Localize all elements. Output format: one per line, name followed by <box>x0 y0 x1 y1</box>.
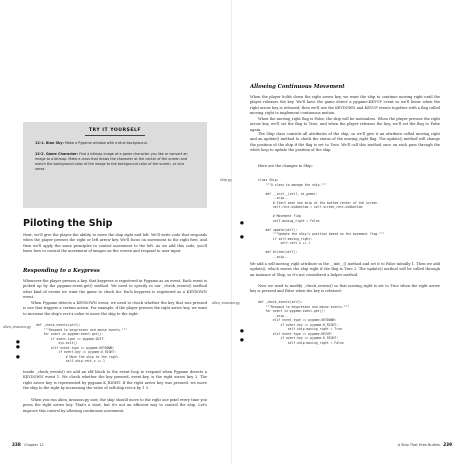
callout-ship-1: ● <box>240 221 244 226</box>
exercise-12-2-title: 12-2. Game Character: <box>35 152 79 156</box>
right-paragraph-6: Now we need to modify _check_events() so that moving_right is set to True when the right arrow key is pressed and False when the key is released: <box>250 284 440 294</box>
try-it-rule <box>85 135 145 136</box>
exercise-12-2-text: Find a bitmap image of a game character you like or convert an image to a bitmap. Make a class that draws the character at the center of the screen and match the background color of the image to the background color of the screen, or vice versa. <box>35 152 188 171</box>
right-paragraph-4: Here are the changes to Ship: <box>258 164 313 168</box>
exercise-12-1-text: Make a Pygame window with a blue background. <box>64 141 148 145</box>
code-listing-ship: class Ship: """A class to manage the ship.""" def __init__(self, ai_game): --snip-- # Start each new ship at the bottom center of the screen. self.rect.midbottom = self.screen_rect.midbottom # Movement flag self.moving_right = False def update(self): """Update the ship's position based on the movement flag.""" if self.moving_right: self.rect.x += 1 def blitme(self): --snip-- <box>258 178 385 259</box>
callout-3: ● <box>16 355 20 360</box>
chapter-label: Chapter 12 <box>24 443 44 447</box>
callout-2: ● <box>16 345 20 350</box>
callout-keyup-1: ● <box>240 329 244 334</box>
exercise-12-1 <box>35 141 195 146</box>
after-code-paragraph-2: When you run alien_invasion.py now, the ship should move to the right one pixel every time you press the right arrow key. That's a start, but it's not an efficient way to control the ship. Let's improve this control by allowing continuous movement. <box>23 398 207 413</box>
after-code-paragraph-1: Inside _check_events() we add an elif block to the event loop to respond when Pygame detects a KEYDOWN event 1. We check whether the key pressed, event.key, is the right arrow key 2. The right arrow key is represented by pygame.K_RIGHT. If the right arrow key was pressed, we move the ship to the right by increasing the value of self.ship.rect.x by 1 3. <box>23 370 207 390</box>
subheading-continuous: Allowing Continuous Movement <box>250 84 345 90</box>
callout-keyup-2: ● <box>240 338 244 343</box>
right-paragraph-3: The Ship class controls all attributes of the ship, so we'll give it an attribute called moving_right and an update() method to check the status of the moving_right flag. The update() method will change the position of the ship if the flag is set to True. We'll call this method once on each pass through the while loop to update the position of the ship. <box>250 132 440 152</box>
running-title: A Ship That Fires Bullets <box>397 443 440 447</box>
code-listing-keydown: def _check_events(self): """Respond to keypresses and mouse events.""" for event in pygame.event.get(): if event.type == pygame.QUIT: sys.exit() elif event.type == pygame.KEYDOWN: if event.key == pygame.K_RIGHT: # Move the ship to the right. self.ship.rect.x += 1 <box>36 323 128 363</box>
file-label-alien-invasion-2: alien_invasion.py <box>212 301 240 305</box>
keypress-paragraph-1: Whenever the player presses a key, that keypress is registered in Pygame as an event. Each event is picked up by the pygame.event.get() method. We need to specify in our _check_events() method what kind of events we want the game to check for. Each keypress is registered as a KEYDOWN event. <box>23 279 207 299</box>
right-page <box>212 0 464 464</box>
right-paragraph-2: When the moving_right flag is False, the ship will be motionless. When the player presses the right arrow key, we'll set the flag to True, and when the player releases the key, we'll set the flag to False again. <box>250 117 440 132</box>
intro-paragraph: Next, we'll give the player the ability to move the ship right and left. We'll write code that responds when the player presses the right or left arrow key. We'll focus on movement to the right first, and then we'll apply the same principles to control movement to the left. As we add this code, you'll learn how to control the movement of images on the screen and respond to user input. <box>23 233 207 253</box>
file-label-ship: ship.py <box>220 178 232 182</box>
page-number-left: 238 <box>12 442 21 447</box>
file-label-alien-invasion: alien_invasion.py <box>3 325 31 329</box>
right-paragraph-5: We add a self.moving_right attribute in the __init__() method and set it to False initially 1. Then we add update(), which moves the ship right if the flag is True 2. The update() method will be called through an instance of Ship, so it's not considered a helper method. <box>250 262 440 277</box>
section-title: Piloting the Ship <box>23 218 113 229</box>
try-it-yourself-box <box>23 122 207 208</box>
keypress-paragraph-2: When Pygame detects a KEYDOWN event, we need to check whether the key that was pressed is one that triggers a certain action. For example, if the player presses the right arrow key, we want to increase the ship's rect.x value to move the ship to the right: <box>23 301 207 316</box>
right-paragraph-1: When the player holds down the right arrow key, we want the ship to continue moving right until the player releases the key. We'll have the game detect a pygame.KEYUP event so we'll know when the right arrow key is released; then we'll use the KEYDOWN and KEYUP events together with a flag called moving_right to implement continuous motion. <box>250 95 440 115</box>
try-it-heading: TRY IT YOURSELF <box>88 128 142 133</box>
exercise-12-2 <box>35 152 195 172</box>
code-listing-keyup: def _check_events(self): """Respond to keypresses and mouse events.""" for event in pygame.event.get(): --snip-- elif event.type == pygame.KEYDOWN: if event.key == pygame.K_RIGHT: self.ship.moving_right = True elif event.type == pygame.KEYUP: if event.key == pygame.K_RIGHT: self.ship.moving_right = False <box>258 300 350 345</box>
callout-1: ● <box>16 340 20 345</box>
page-number-right: 239 <box>443 442 452 447</box>
subheading-keypress: Responding to a Keypress <box>23 268 100 274</box>
callout-ship-2: ● <box>240 235 244 240</box>
exercise-12-1-title: 12-1. Blue Sky: <box>35 141 64 145</box>
left-folio <box>12 442 44 447</box>
right-folio <box>398 442 452 447</box>
